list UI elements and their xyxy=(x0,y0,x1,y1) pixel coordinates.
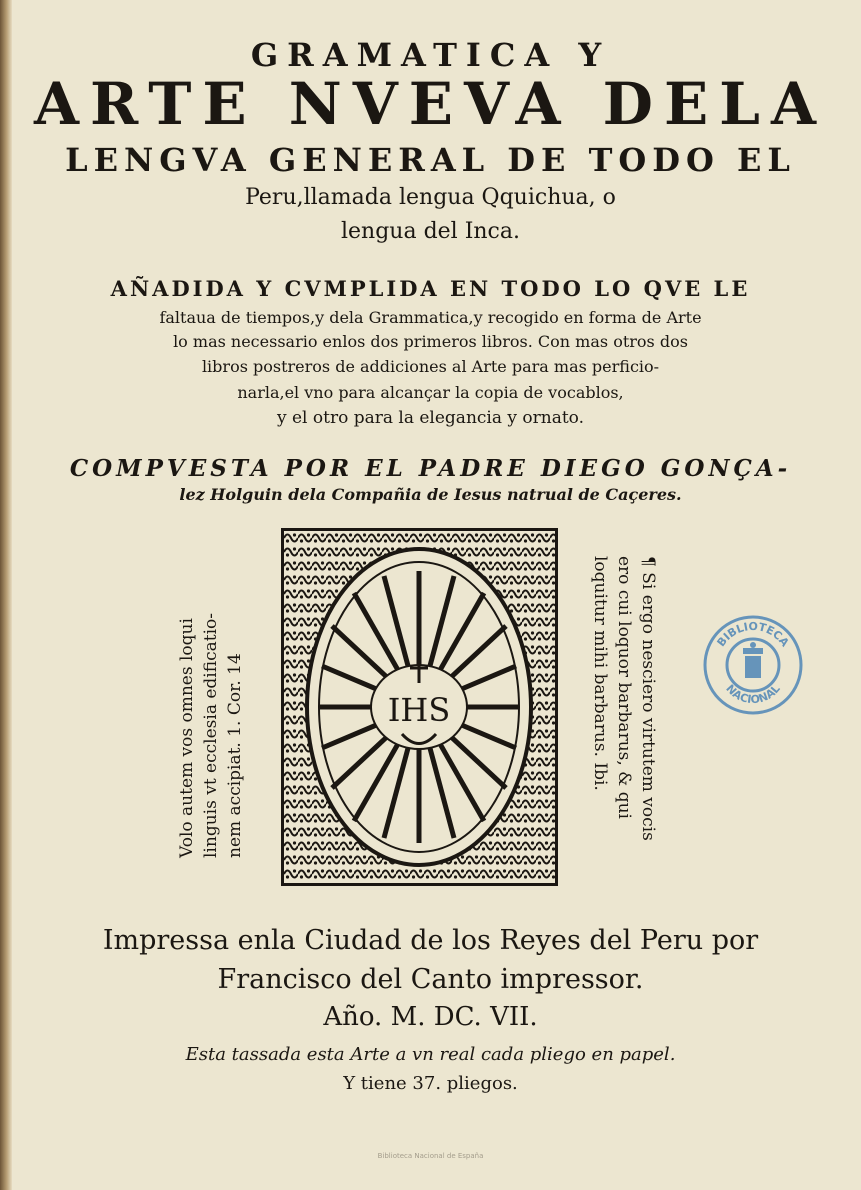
crown-icon xyxy=(743,642,763,678)
imprint-line-2: Francisco del Canto impressor. xyxy=(217,964,644,995)
ihs-monogram: IHS xyxy=(387,691,451,729)
description-line-6: y el otro para la elegancia y ornato. xyxy=(276,408,585,428)
footer-credit: Biblioteca Nacional de España xyxy=(377,1152,484,1160)
left-margin-quote xyxy=(175,613,247,858)
imprint-line-3: Año. M. DC. VII. xyxy=(323,1002,538,1032)
title-line-5: lengua del Inca. xyxy=(340,219,520,244)
description-line-5: narla,el vno para alcançar la copia de vocablos, xyxy=(237,383,624,402)
right-margin-quote xyxy=(588,556,660,841)
left-quote-line-3: nem accipiat. 1. Cor. 14 xyxy=(225,653,245,858)
price-line-1: Esta tassada esta Arte a vn real cada pliego en papel. xyxy=(185,1044,676,1065)
title-line-2: ARTE NVEVA DELA xyxy=(34,70,827,138)
left-quote-line-2: linguis vt ecclesia edificatio- xyxy=(201,613,221,858)
title-line-4: Peru,llamada lengua Qquichua, o xyxy=(245,185,616,210)
imprint-line-1: Impressa enla Ciudad de los Reyes del Peru por xyxy=(102,925,759,956)
description-line-3: lo mas necessario enlos dos primeros libros. Con mas otros dos xyxy=(173,332,688,351)
price-line-2: Y tiene 37. pliegos. xyxy=(343,1073,518,1094)
right-quote-line-2: ero cui loquor barbarus, & qui xyxy=(614,556,634,819)
library-stamp xyxy=(700,612,806,718)
woodcut-illustration xyxy=(284,531,555,883)
description-line-4: libros postreros de addiciones al Arte para mas perficio- xyxy=(201,357,660,376)
title-line-1: GRAMATICA Y xyxy=(250,36,611,74)
title-line-3: LENGVA GENERAL DE TODO EL xyxy=(65,141,796,179)
stamp-text-top: BIBLIOTECA xyxy=(714,619,792,650)
right-quote-line-3: loquitur mihi barbarus. Ibi. xyxy=(590,556,610,791)
stamp-text-bottom: NACIONAL xyxy=(723,682,783,707)
ihs-woodcut xyxy=(281,528,558,886)
author-line-1: COMPVESTA POR EL PADRE DIEGO GONÇA- xyxy=(69,455,792,482)
left-quote-line-1: Volo autem vos omnes loqui xyxy=(177,618,197,858)
description-line-2: faltaua de tiempos,y dela Grammatica,y recogido en forma de Arte xyxy=(159,308,702,327)
author-line-2: lez Holguin dela Compañia de Iesus natrual de Caçeres. xyxy=(179,485,682,504)
right-quote-line-1: ¶ Si ergo nesciero virtutem vocis xyxy=(638,556,658,841)
description-line-1: AÑADIDA Y CVMPLIDA EN TODO LO QVE LE xyxy=(110,276,751,301)
